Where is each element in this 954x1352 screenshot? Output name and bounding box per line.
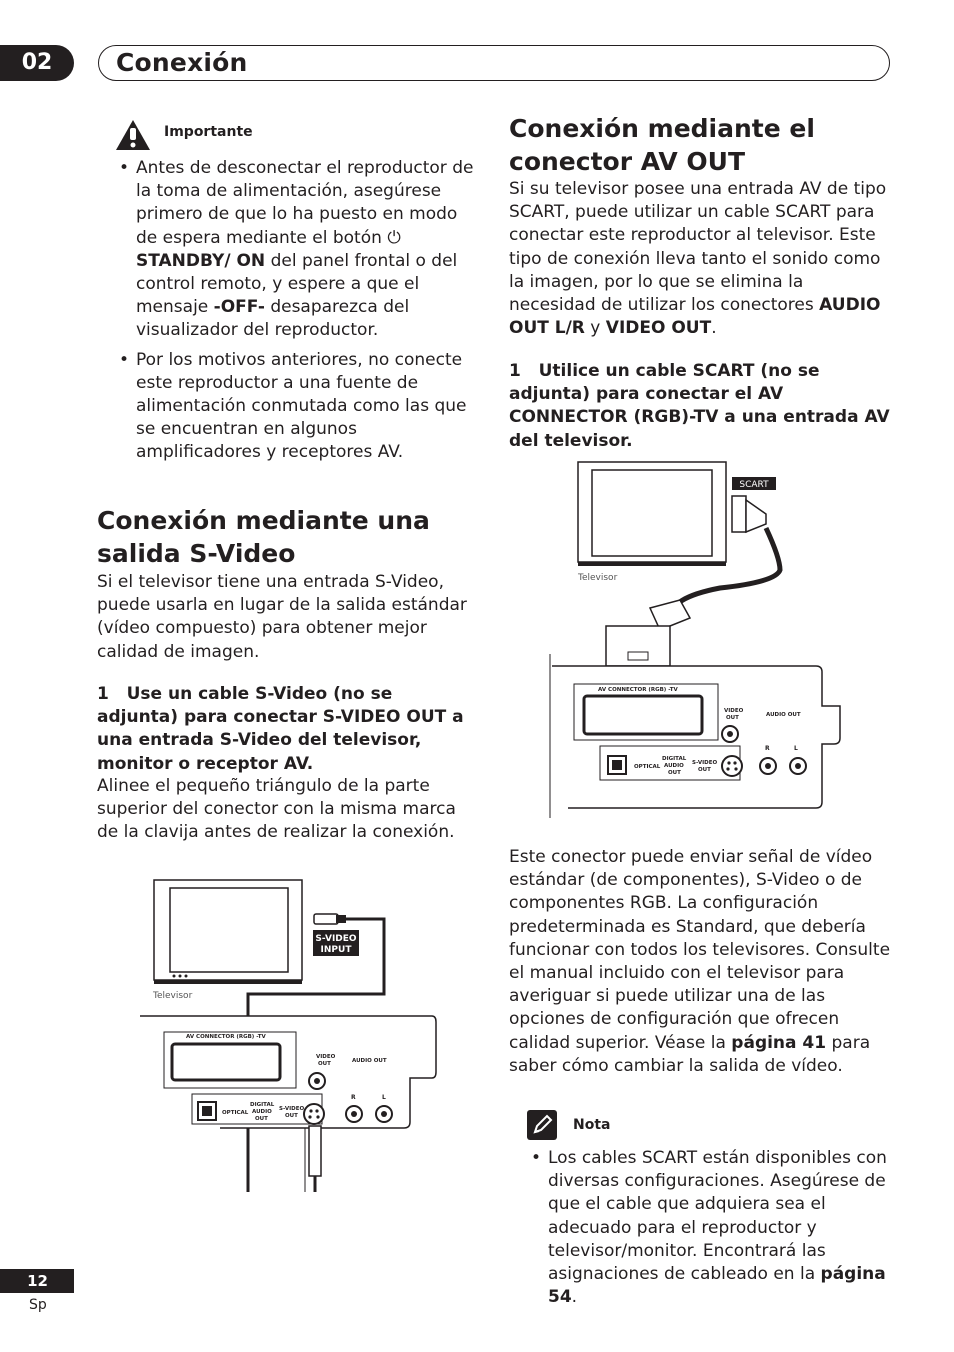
av-description: Este conector puede enviar señal de vídeo estándar (de componentes), S-Video o de componentes RGB. La configuración predeterminada es Standard, que debería funcionar con todos los televisores. Consulte el manual incluido con el televisor para averiguar si puede utilizar una de las opciones de configuración que ofrecen calidad superior. Véase la página 41 para saber cómo cambiar la salida de vídeo. <box>509 847 891 1076</box>
chapter-title: Conexión <box>116 48 248 77</box>
svg-text:VIDEO: VIDEO <box>724 708 744 714</box>
svg-text:OUT: OUT <box>726 715 739 721</box>
svg-text:DIGITAL: DIGITAL <box>250 1102 275 1108</box>
svideo-intro: Si el televisor tiene una entrada S-Video, puede usarla en lugar de la salida estándar (vídeo compuesto) para obtener mejor calidad de imagen. <box>97 572 467 662</box>
list-item: • Por los motivos anteriores, no conecte este reproductor a una fuente de alimentación conmutada como las que se encuentran en algunos amplificadores y receptores AV. <box>116 349 480 465</box>
note-label: Nota <box>573 1117 611 1133</box>
tv-label: Televisor <box>153 991 193 1001</box>
svideo-input-label-2: INPUT <box>320 945 352 955</box>
av-intro: Si su televisor posee una entrada AV de tipo SCART, puede utilizar un cable SCART para conectar este reproductor al televisor. Este tipo de conexión lleva tanto el sonido como la imagen, por lo que se elimina la necesidad de utilizar los conectores AUDIO OUT L/R y VIDEO OUT. <box>509 179 887 339</box>
list-item: • Los cables SCART están disponibles con diversas configuraciones. Asegúrese de que el cable que adquiera sea el adecuado para el reproductor y televisor/monitor. Encontrará las asignaciones de cableado en la página 54. <box>528 1147 894 1309</box>
av-step: 1 Utilice un cable SCART (no se adjunta) para conectar el AV CONNECTOR (RGB)-TV a una entrada AV del televisor. <box>509 361 890 451</box>
tv-label: Televisor <box>578 573 618 583</box>
svg-text:R: R <box>765 745 770 752</box>
svg-text:OUT: OUT <box>318 1061 331 1067</box>
svg-text:AV CONNECTOR (RGB) -TV: AV CONNECTOR (RGB) -TV <box>186 1034 266 1040</box>
page-number: 12 <box>0 1269 74 1293</box>
svg-text:OPTICAL: OPTICAL <box>634 764 661 770</box>
important-label: Importante <box>164 124 253 140</box>
svideo-input-label-1: S-VIDEO <box>315 934 357 944</box>
svg-text:OUT: OUT <box>668 770 681 776</box>
svg-text:S-VIDEO: S-VIDEO <box>279 1106 305 1112</box>
important-list <box>116 157 480 471</box>
svg-text:OUT: OUT <box>255 1116 268 1122</box>
svg-text:VIDEO: VIDEO <box>316 1054 336 1060</box>
svg-text:L: L <box>382 1094 386 1101</box>
svg-text:OUT: OUT <box>285 1113 298 1119</box>
power-icon: ⏻ <box>387 227 401 248</box>
svg-text:L: L <box>794 745 798 752</box>
svg-text:OUT: OUT <box>698 767 711 773</box>
note-list <box>528 1147 894 1315</box>
list-item: • Antes de desconectar el reproductor de la toma de alimentación, asegúrese primero de que lo ha puesto en modo de espera mediante el botón ⏻ STANDBY/ ON del panel frontal o del control remoto, y espere a que el mensaje -OFF- desaparezca del visualizador del reproductor. <box>116 157 480 343</box>
warning-icon <box>114 118 152 152</box>
svideo-connection-diagram <box>140 876 440 1196</box>
svg-text:R: R <box>351 1094 356 1101</box>
player-rear-panel <box>140 1016 436 1128</box>
svg-text:AUDIO OUT: AUDIO OUT <box>766 712 801 718</box>
scart-label: SCART <box>739 480 769 490</box>
svg-text:AV CONNECTOR (RGB) -TV: AV CONNECTOR (RGB) -TV <box>598 687 678 693</box>
page-language: Sp <box>29 1297 47 1313</box>
svg-text:AUDIO: AUDIO <box>252 1109 272 1115</box>
svg-text:OPTICAL: OPTICAL <box>222 1110 249 1116</box>
player-rear-panel <box>550 654 840 818</box>
scart-connection-diagram <box>540 458 850 822</box>
svg-text:AUDIO OUT: AUDIO OUT <box>352 1058 387 1064</box>
note-icon <box>527 1110 557 1140</box>
av-heading: Conexión mediante el conector AV OUT <box>509 114 815 176</box>
svg-text:AUDIO: AUDIO <box>664 763 684 769</box>
chapter-number: 02 <box>0 45 74 81</box>
svg-text:DIGITAL: DIGITAL <box>662 756 687 762</box>
svideo-step-note: Alinee el pequeño triángulo de la parte superior del conector con la misma marca de la clavija antes de realizar la conexión. <box>97 776 456 843</box>
tv-illustration <box>578 462 726 566</box>
svideo-heading: Conexión mediante una salida S-Video <box>97 506 430 568</box>
tv-illustration <box>154 880 302 984</box>
svg-text:S-VIDEO: S-VIDEO <box>692 760 718 766</box>
svideo-step: 1 Use un cable S-Video (no se adjunta) para conectar S-VIDEO OUT a una entrada S-Video del televisor, monitor o receptor AV. <box>97 684 464 774</box>
